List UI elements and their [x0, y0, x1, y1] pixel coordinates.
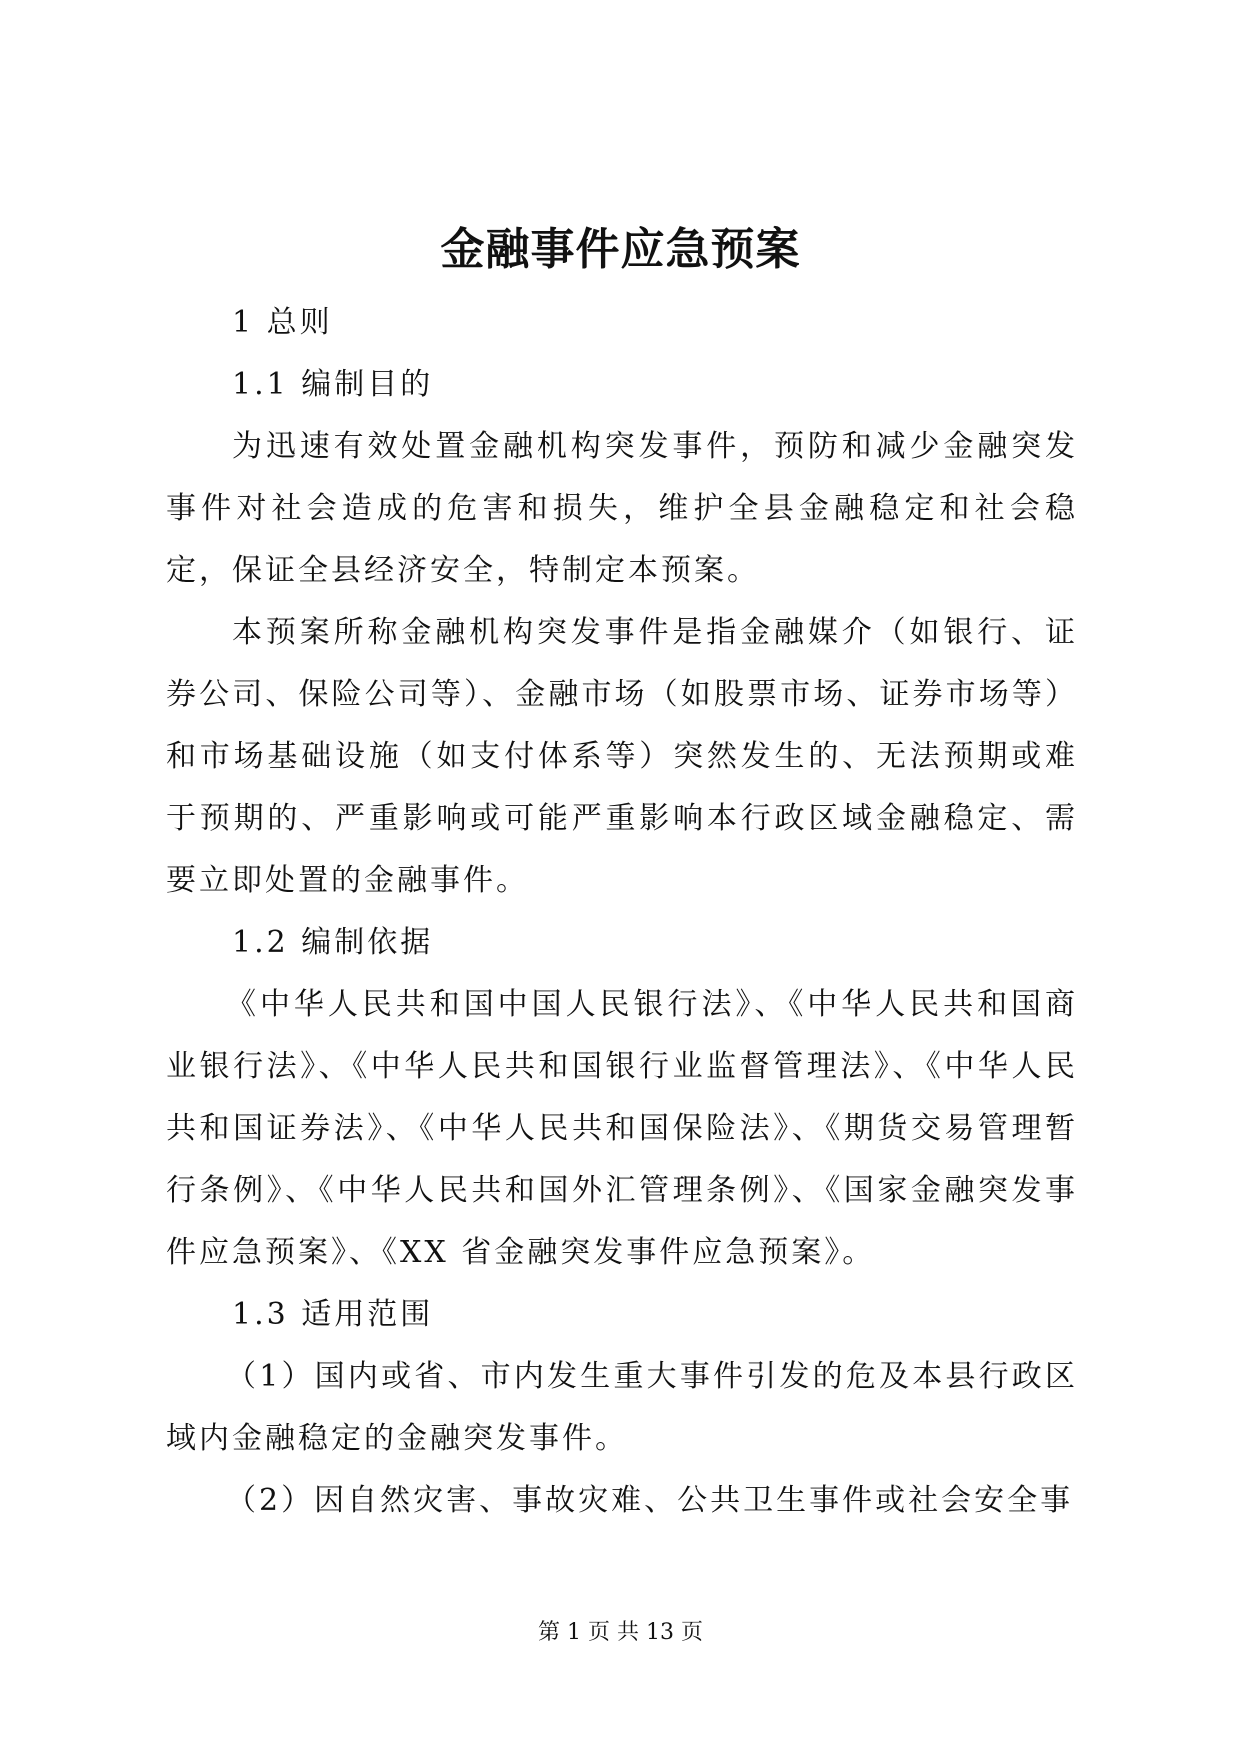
page-footer: 第 1 页 共 13 页 — [538, 1620, 703, 1645]
section-heading-1-3: 1.3 适用范围 — [232, 1297, 434, 1332]
paragraph-purpose: 为迅速有效处置金融机构突发事件，预防和减少金融突发事件对社会造成的危害和损失，维护全县金融稳定和社会稳定，保证全县经济安全，特制定本预案。 — [166, 429, 1078, 588]
section-heading-1-2: 1.2 编制依据 — [232, 925, 434, 960]
paragraph-scope-2: （2）因自然灾害、事故灾难、公共卫生事件或社会安全事 — [226, 1483, 1074, 1518]
section-heading-1-1: 1.1 编制目的 — [232, 367, 434, 402]
document-title: 金融事件应急预案 — [440, 224, 801, 275]
paragraph-basis: 《中华人民共和国中国人民银行法》、《中华人民共和国商业银行法》、《中华人民共和国银行业监督管理法》、《中华人民共和国证券法》、《中华人民共和国保险法》、《期货交易管理暂行条例》、《中华人民共和国外汇管理条例》、《国家金融突发事件应急预案》、《XX 省金融突发事件应急预案》。 — [166, 987, 1078, 1270]
section-heading-1: 1 总则 — [232, 305, 333, 340]
paragraph-scope-1: （1）国内或省、市内发生重大事件引发的危及本县行政区域内金融稳定的金融突发事件。 — [166, 1359, 1078, 1456]
paragraph-definition: 本预案所称金融机构突发事件是指金融媒介（如银行、证券公司、保险公司等）、金融市场（如股票市场、证券市场等）和市场基础设施（如支付体系等）突然发生的、无法预期或难于预期的、严重影响或可能严重影响本行政区域金融稳定、需要立即处置的金融事件。 — [166, 615, 1078, 898]
document-body — [166, 292, 1078, 1532]
